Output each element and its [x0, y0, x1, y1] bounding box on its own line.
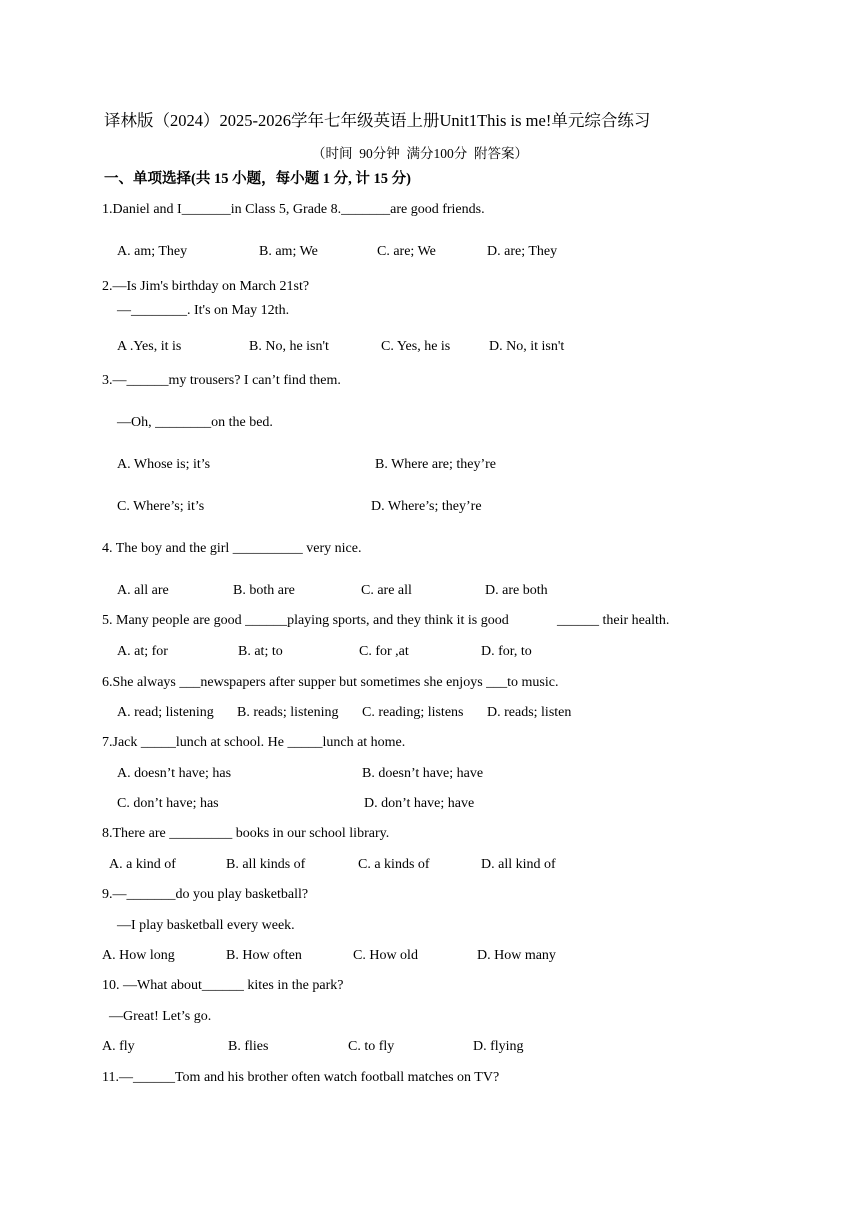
- question-3-option-d: D. Where’s; they’re: [371, 499, 482, 514]
- question-10-stem-line-2: —Great! Let’s go.: [109, 1009, 212, 1024]
- question-4-option-a: A. all are: [117, 583, 169, 598]
- question-6-option-a: A. read; listening: [117, 705, 214, 720]
- question-10-option-d: D. flying: [473, 1039, 524, 1054]
- question-8-stem: 8.There are _________ books in our school library.: [102, 826, 390, 841]
- question-4-option-d: D. are both: [485, 583, 548, 598]
- question-2-option-a: A .Yes, it is: [117, 339, 182, 354]
- question-7-stem: 7.Jack _____lunch at school. He _____lunch at home.: [102, 735, 406, 750]
- question-1-option-c: C. are; We: [377, 244, 436, 259]
- question-1-stem: 1.Daniel and I_______in Class 5, Grade 8._______are good friends.: [102, 202, 485, 217]
- question-3-option-a: A. Whose is; it’s: [117, 457, 211, 472]
- question-10-option-a: A. fly: [102, 1039, 135, 1054]
- question-9-option-c: C. How old: [353, 948, 418, 963]
- question-7-option-a: A. doesn’t have; has: [117, 766, 232, 781]
- question-1-option-a: A. am; They: [117, 244, 188, 259]
- question-10-stem: 10. —What about______ kites in the park?: [102, 978, 344, 993]
- question-8-option-d: D. all kind of: [481, 857, 556, 872]
- question-5-option-a: A. at; for: [117, 644, 168, 659]
- question-3-option-c: C. Where’s; it’s: [117, 499, 205, 514]
- question-2-stem: 2.—Is Jim's birthday on March 21st?: [102, 279, 310, 294]
- question-5-option-d: D. for, to: [481, 644, 532, 659]
- question-9-stem: 9.—_______do you play basketball?: [102, 887, 309, 902]
- question-3-stem: 3.—______my trousers? I can’t find them.: [102, 373, 341, 388]
- question-2-option-c: C. Yes, he is: [381, 339, 451, 354]
- question-9-stem-line-2: —I play basketball every week.: [117, 918, 295, 933]
- question-3-option-b: B. Where are; they’re: [375, 457, 497, 472]
- question-7-option-c: C. don’t have; has: [117, 796, 219, 811]
- question-6-option-b: B. reads; listening: [237, 705, 339, 720]
- question-4-stem: 4. The boy and the girl __________ very nice.: [102, 541, 362, 556]
- question-7-option-d: D. don’t have; have: [364, 796, 475, 811]
- question-2-option-d: D. No, it isn't: [489, 339, 565, 354]
- question-2-stem-line-2: —________. It's on May 12th.: [117, 303, 290, 318]
- question-4-option-b: B. both are: [233, 583, 295, 598]
- question-1-option-d: D. are; They: [487, 244, 558, 259]
- question-10-option-c: C. to fly: [348, 1039, 395, 1054]
- document-title: 译林版（2024）2025-2026学年七年级英语上册Unit1This is me!单元综合练习: [104, 111, 651, 130]
- question-8-option-c: C. a kinds of: [358, 857, 430, 872]
- section-heading: 一、单项选择(共 15 小题，每小题 1 分, 计 15 分): [104, 171, 411, 187]
- question-6-option-c: C. reading; listens: [362, 705, 464, 720]
- question-9-option-b: B. How often: [226, 948, 302, 963]
- question-1-option-b: B. am; We: [259, 244, 318, 259]
- question-9-option-a: A. How long: [102, 948, 175, 963]
- question-8-option-a: A. a kind of: [109, 857, 176, 872]
- question-11-stem: 11.—______Tom and his brother often watch football matches on TV?: [102, 1070, 500, 1085]
- question-5-stem: 5. Many people are good ______playing sports, and they think it is good: [102, 613, 509, 628]
- question-2-option-b: B. No, he isn't: [249, 339, 329, 354]
- question-6-stem: 6.She always ___newspapers after supper but sometimes she enjoys ___to music.: [102, 675, 559, 690]
- question-5-option-b: B. at; to: [238, 644, 283, 659]
- document-subtitle: （时间 90分钟 满分100分 附答案）: [312, 146, 528, 161]
- question-9-option-d: D. How many: [477, 948, 556, 963]
- question-8-option-b: B. all kinds of: [226, 857, 306, 872]
- question-4-option-c: C. are all: [361, 583, 412, 598]
- question-7-option-b: B. doesn’t have; have: [362, 766, 484, 781]
- question-3-stem-line-2: —Oh, ________on the bed.: [117, 415, 273, 430]
- question-5-stem-part-2: ______ their health.: [557, 613, 670, 628]
- question-5-option-c: C. for ,at: [359, 644, 409, 659]
- question-10-option-b: B. flies: [228, 1039, 269, 1054]
- question-6-option-d: D. reads; listen: [487, 705, 572, 720]
